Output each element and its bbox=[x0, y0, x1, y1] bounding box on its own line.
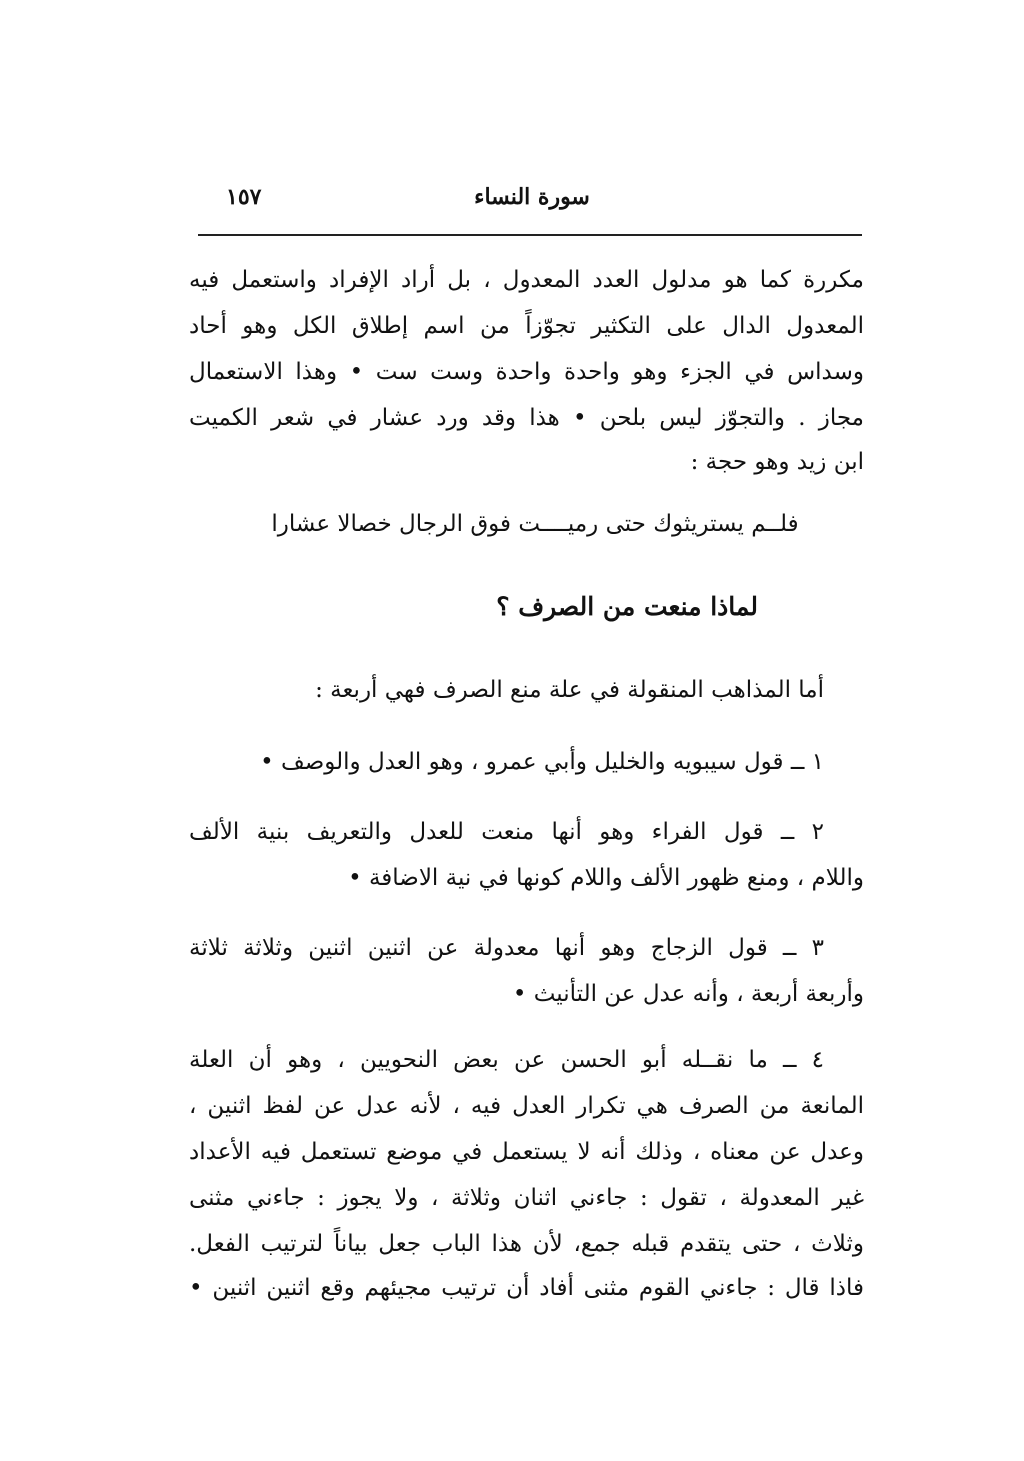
item4-line: غير المعدولة ، تقول : جاءني اثنان وثلاثة ، ولا يجوز : جاءني مثنى bbox=[189, 1185, 864, 1211]
item3-line: ٣ ــ قول الزجاج وهو أنها معدولة عن اثنين اثنين وثلاثة ثلاثة bbox=[189, 935, 824, 961]
paragraph1-line: مجاز . والتجوّز ليس بلحن • هذا وقد ورد عشار في شعر الكميت bbox=[189, 405, 864, 431]
page-number: ١٥٧ bbox=[226, 184, 262, 210]
item4-line: المانعة من الصرف هي تكرار العدل فيه ، لأنه عدل عن لفظ اثنين ، bbox=[189, 1093, 864, 1119]
item4-line: فاذا قال : جاءني القوم مثنى أفاد أن ترتيب مجيئهم وقع اثنين اثنين • bbox=[189, 1275, 864, 1301]
item2-line: ٢ ــ قول الفراء وهو أنها منعت للعدل والتعريف بنية الألف bbox=[189, 819, 824, 845]
item4-line: وثلاث ، حتى يتقدم قبله جمع، لأن هذا الباب جعل بياناً لترتيب الفعل. bbox=[189, 1231, 864, 1257]
intro-line: أما المذاهب المنقولة في علة منع الصرف فهي أربعة : bbox=[315, 677, 824, 703]
header-rule bbox=[198, 234, 862, 236]
paragraph1-line: وسداس في الجزء وهو واحدة واحدة وست ست • وهذا الاستعمال bbox=[189, 359, 864, 385]
item3-line: وأربعة أربعة ، وأنه عدل عن التأنيث • bbox=[512, 981, 864, 1007]
poetry-verse: فلــم يستريثوك حتى رميــــت فوق الرجال خصالا عشارا bbox=[271, 511, 799, 537]
surah-name: سورة النساء bbox=[474, 184, 590, 210]
item1-line: ١ ــ قول سيبويه والخليل وأبي عمرو ، وهو العدل والوصف • bbox=[260, 749, 824, 775]
paragraph1-line: مكررة كما هو مدلول العدد المعدول ، بل أراد الإفراد واستعمل فيه bbox=[189, 267, 864, 293]
item2-line: واللام ، ومنع ظهور الألف واللام كونها في نية الاضافة • bbox=[348, 865, 864, 891]
section-heading: لماذا منعت من الصرف ؟ bbox=[496, 592, 758, 621]
paragraph1-line: المعدول الدال على التكثير تجوّزاً من اسم إطلاق الكل وهو أحاد bbox=[189, 313, 864, 339]
item4-line: وعدل عن معناه ، وذلك أنه لا يستعمل في موضع تستعمل فيه الأعداد bbox=[189, 1139, 864, 1165]
running-head bbox=[200, 184, 864, 224]
paragraph1-line: ابن زيد وهو حجة : bbox=[690, 449, 864, 475]
item4-line: ٤ ــ ما نقــله أبو الحسن عن بعض النحويين ، وهو أن العلة bbox=[189, 1047, 824, 1073]
